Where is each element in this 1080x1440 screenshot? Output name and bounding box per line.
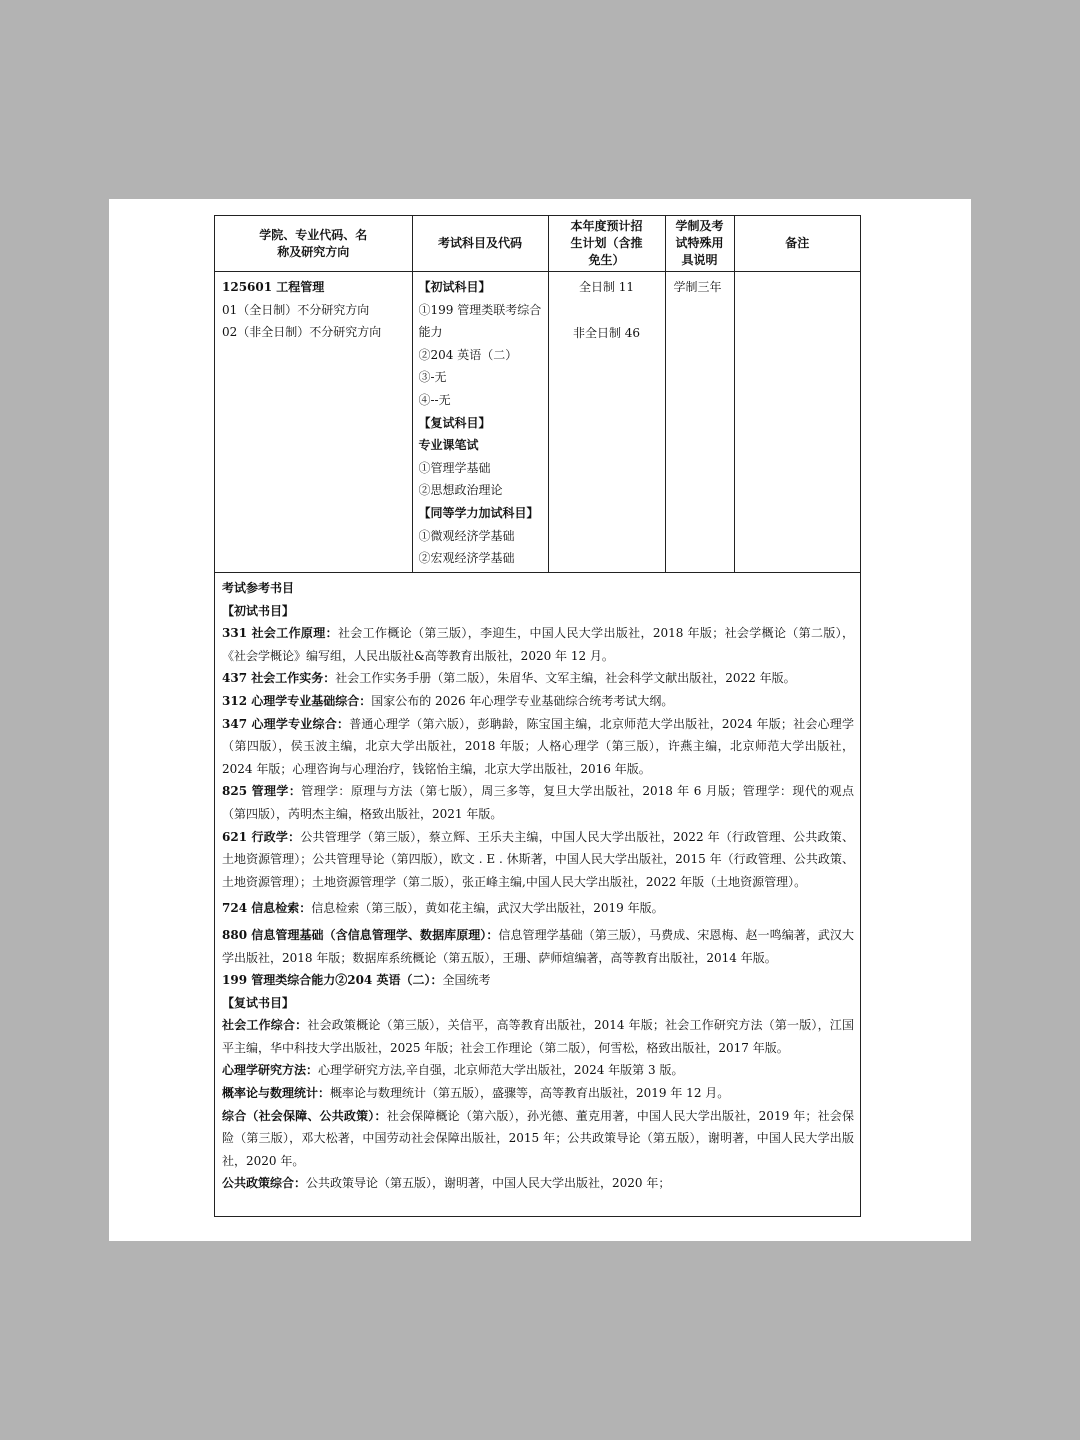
- subject-item: ①199 管理类联考综合能力: [418, 302, 542, 340]
- reference-text: 社会工作实务手册（第二版），朱眉华、文军主编，社会科学文献出版社，2022 年版。: [335, 671, 796, 686]
- reference-label: 621 行政学：: [222, 829, 301, 844]
- reference-label: 公共政策综合：: [222, 1176, 307, 1191]
- reference-label: 347 心理学专业综合：: [222, 716, 350, 731]
- header-college: 学院、专业代码、名称及研究方向: [215, 216, 412, 272]
- reference-entry: [222, 1082, 854, 1105]
- initial-subjects-title: 【初试科目】: [418, 280, 491, 294]
- subject-item: ①微观经济学基础: [418, 528, 515, 543]
- note-cell: [734, 272, 860, 573]
- retest-subtitle: 专业课笔试: [418, 438, 479, 453]
- reference-label: 心理学研究方法：: [222, 1063, 319, 1078]
- reference-entry: [222, 1014, 854, 1059]
- reference-label: 199 管理类综合能力②204 英语（二）：: [222, 973, 443, 988]
- subject-item: ②204 英语（二）: [418, 347, 518, 362]
- admission-table: [214, 215, 861, 1217]
- header-subjects: 考试科目及代码: [412, 216, 548, 272]
- reference-text: 信息检索（第三版），黄如花主编，武汉大学出版社，2019 年版。: [311, 901, 664, 916]
- subjects-cell: [412, 272, 548, 573]
- reference-entry: [222, 1172, 854, 1195]
- subject-item: ④--无: [418, 392, 451, 407]
- reference-books: [215, 573, 860, 1195]
- reference-text: 公共管理学（第三版），蔡立辉、王乐夫主编，中国人民大学出版社，2022 年（行政管理、公共政策、土地资源管理）；公共管理导论（第四版），欧文 . E . 休斯著，中国人民大学出版社，2015 年（行政管理、公共政策、土地资源管理）；土地资源管理学（第二版），张正峰主编,中国人民大学出版社，2022 年版（土地资源管理）。: [222, 829, 854, 889]
- initial-books-title: 【初试书目】: [222, 603, 295, 618]
- reference-entry: [222, 1105, 854, 1173]
- program-direction: 02（非全日制）不分研究方向: [222, 325, 382, 340]
- reference-text: 社会政策概论（第三版），关信平，高等教育出版社，2014 年版；社会工作研究方法（第一版），江国平主编，华中科技大学出版社，2025 年版；社会工作理论（第二版），何雪松，格致出版社，2017 年版。: [222, 1018, 854, 1055]
- reference-entry: [222, 622, 854, 667]
- reference-entry: [222, 1059, 854, 1082]
- reference-text: 概率论与数理统计（第五版），盛骤等，高等教育出版社，2019 年 12 月。: [330, 1086, 730, 1101]
- reference-text: 国家公布的 2026 年心理学专业基础综合统考考试大纲。: [371, 693, 674, 708]
- program-code-name: 125601 工程管理: [222, 280, 325, 294]
- program-table: [215, 216, 860, 573]
- references-title: 考试参考书目: [222, 581, 295, 595]
- reference-entry: [222, 897, 854, 920]
- reference-entry: [222, 924, 854, 969]
- subject-item: ③-无: [418, 370, 447, 385]
- extra-subjects-title: 【同等学力加试科目】: [418, 505, 539, 520]
- reference-entry: [222, 713, 854, 781]
- reference-label: 724 信息检索：: [222, 901, 312, 916]
- reference-label: 331 社会工作原理：: [222, 626, 338, 641]
- reference-text: 信息管理学基础（第三版），马费成、宋恩梅、赵一鸣编著，武汉大学出版社，2018 年版；数据库系统概论（第五版），王珊、萨师煊编著，高等教育出版社，2014 年版。: [222, 927, 854, 965]
- program-direction: 01（全日制）不分研究方向: [222, 302, 370, 317]
- subject-item: ②思想政治理论: [418, 483, 503, 498]
- plan-fulltime: 全日制 11: [578, 280, 635, 294]
- reference-text: 社会工作概论（第三版），李迎生，中国人民大学出版社，2018 年版；社会学概论（第二版），《社会学概论》编写组，人民出版社&高等教育出版社，2020 年 12 月。: [222, 626, 854, 663]
- reference-entry: [222, 667, 854, 690]
- initial-books-list: [222, 622, 854, 992]
- system-cell: [665, 272, 734, 573]
- reference-label: 社会工作综合：: [222, 1018, 308, 1033]
- header-note: 备注: [734, 216, 860, 272]
- header-plan: 本年度预计招生计划（含推免生）: [548, 216, 665, 272]
- plan-cell: [548, 272, 665, 573]
- reference-text: 管理学：原理与方法（第七版），周三多等，复旦大学出版社，2018 年 6 月版；管理学：现代的观点（第四版），芮明杰主编，格致出版社，2021 年版。: [222, 784, 855, 821]
- retest-books-list: [222, 1014, 854, 1195]
- header-system: 学制及考试特殊用具说明: [665, 216, 734, 272]
- table-header-row: [215, 216, 860, 272]
- reference-label: 概率论与数理统计：: [222, 1086, 331, 1101]
- reference-entry: [222, 969, 854, 992]
- study-system: 学制三年: [673, 280, 722, 294]
- reference-label: 437 社会工作实务：: [222, 671, 336, 686]
- table-row: [215, 272, 860, 573]
- reference-label: 312 心理学专业基础综合：: [222, 693, 372, 708]
- document-page: [109, 199, 971, 1241]
- reference-text: 全国统考: [442, 973, 491, 988]
- retest-subjects-title: 【复试科目】: [418, 415, 491, 430]
- reference-label: 880 信息管理基础（含信息管理学、数据库原理）：: [222, 927, 499, 942]
- reference-label: 综合（社会保障、公共政策）：: [222, 1108, 387, 1123]
- reference-text: 社会保障概论（第六版），孙光德、董克用著，中国人民大学出版社，2019 年；社会保险（第三版），邓大松著，中国劳动社会保障出版社，2015 年；公共政策导论（第五版），谢明著，中国人民大学出版社，2020 年。: [222, 1108, 854, 1168]
- subject-item: ②宏观经济学基础: [418, 551, 515, 566]
- reference-entry: [222, 780, 854, 825]
- subject-item: ①管理学基础: [418, 460, 491, 475]
- reference-entry: [222, 826, 854, 894]
- reference-text: 普通心理学（第六版），彭聃龄，陈宝国主编，北京师范大学出版社，2024 年版；社会心理学（第四版），侯玉波主编，北京大学出版社，2018 年版；人格心理学（第三版），许燕主编，北京师范大学出版社，2024 年版；心理咨询与心理治疗，钱铭怡主编，北京大学出版社，2016 年版。: [222, 716, 854, 776]
- reference-text: 心理学研究方法,辛自强，北京师范大学出版社，2024 年版第 3 版。: [318, 1063, 684, 1078]
- plan-parttime: 非全日制 46: [572, 325, 641, 340]
- retest-books-title: 【复试书目】: [222, 995, 295, 1010]
- reference-entry: [222, 690, 854, 713]
- reference-label: 825 管理学：: [222, 784, 302, 799]
- reference-text: 公共政策导论（第五版），谢明著，中国人民大学出版社，2020 年；: [306, 1176, 671, 1191]
- program-cell: [215, 272, 412, 573]
